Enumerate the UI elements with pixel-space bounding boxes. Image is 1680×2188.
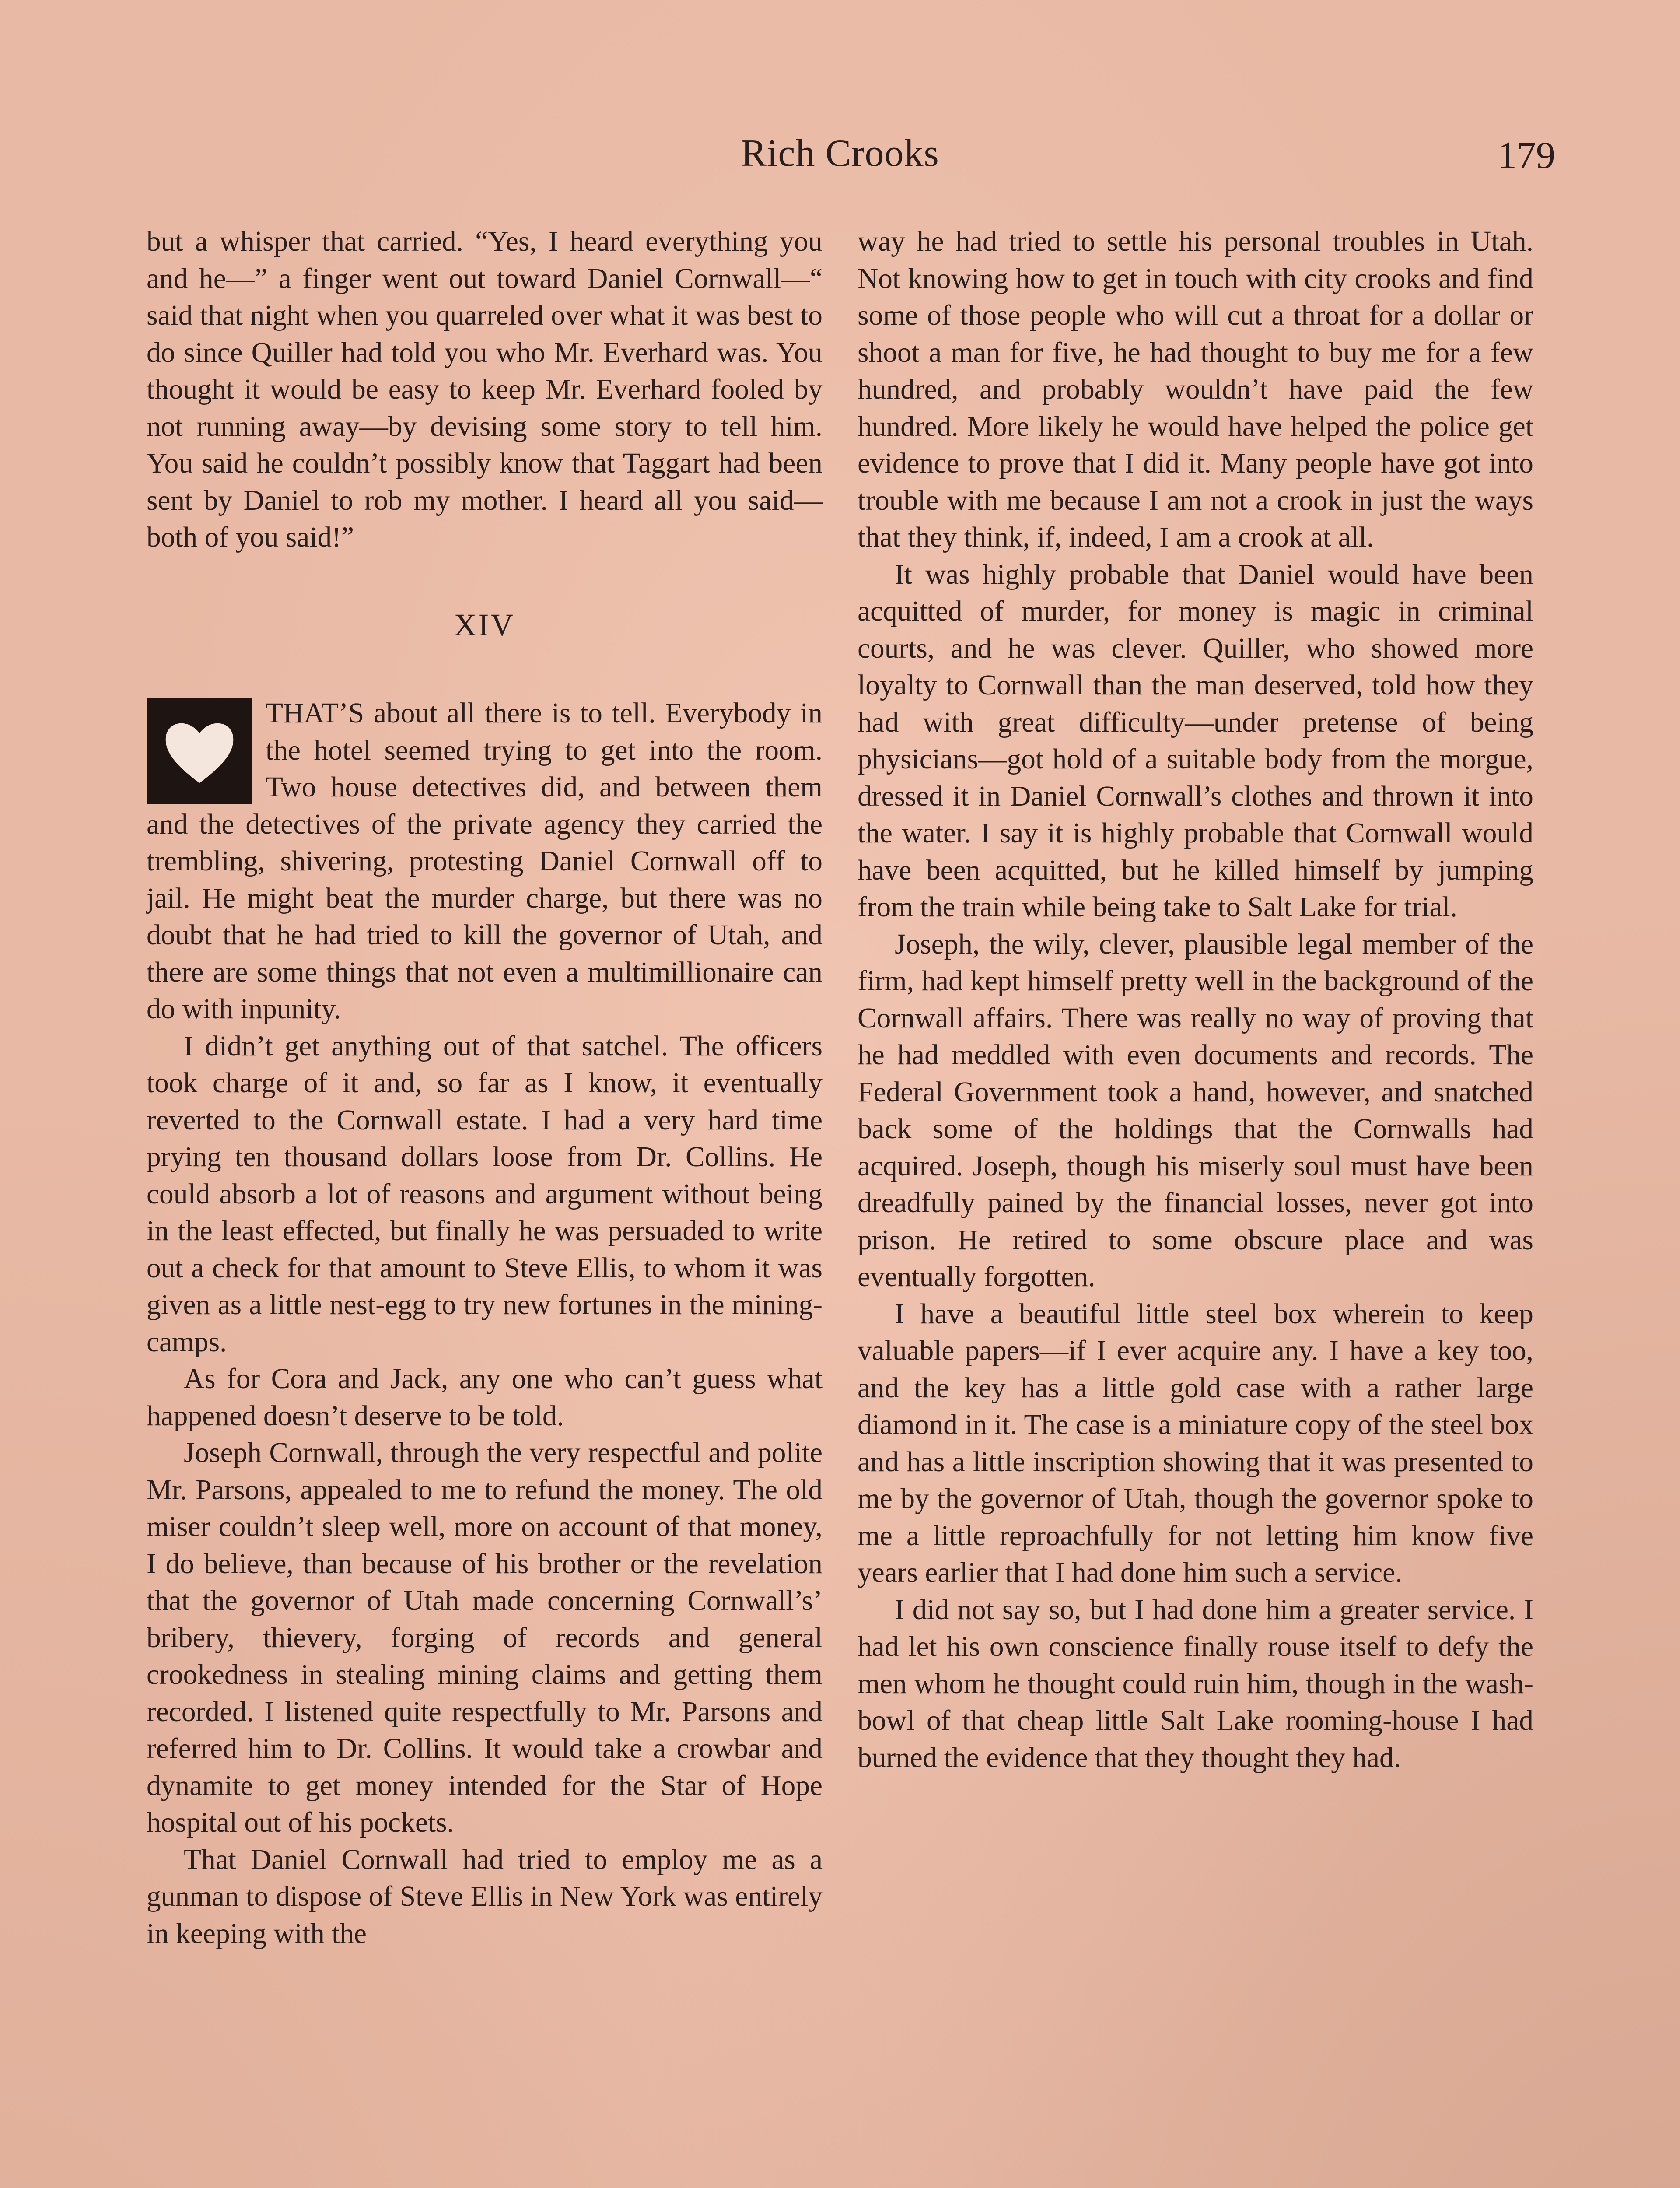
left-column — [147, 223, 822, 1952]
dropcap-ornament — [147, 698, 252, 804]
paragraph-joseph-wily: Joseph, the wily, clever, plausible legal member of the firm, had kept himself pretty well in the background of the Cornwall affairs. There was really no way of proving that he had meddled with even documents and records. The Federal Government took a hand, however, and snatched back some of the holdings that the Cornwalls had acquired. Joseph, though his miserly soul must have been dreadfully pained by the financial losses, never got into prison. He retired to some obscure place and was eventually forgotten. — [858, 928, 1533, 1293]
paragraph-gunman: That Daniel Cornwall had tried to employ me as a gunman to dispose of Steve Ellis in New York was entirely in keeping with the — [147, 1844, 822, 1950]
chapter-heading: XIV — [454, 607, 515, 642]
paragraph-highly-probable: It was highly probable that Daniel would have been acquitted of murder, for money is magic in criminal courts, and he was clever. Quiller, who showed more loyalty to Cornwall than the man deserved, told how they had with great difficulty—under pretense of being physicians—got hold of a suitable body from the morgue, dressed it in Daniel Cornwall’s clothes and thrown it into the water. I say it is highly probable that Cornwall would have been acquitted, but he killed himself by jumping from the train while being take to Salt Lake for trial. — [858, 558, 1533, 923]
paragraph-greater-service: I did not say so, but I had done him a greater service. I had let his own conscience finally rouse itself to defy the men whom he thought could ruin him, though in the wash-bowl of that cheap little Salt Lake rooming-house I had burned the evidence that they thought they had. — [858, 1594, 1533, 1774]
paragraph-steel-box: I have a beautiful little steel box wherein to keep valuable papers—if I ever acquire any. I have a key too, and the key has a little gold case with a rather large diamond in it. The case is a miniature copy of the steel box and has a little inscription showing that it was presented to me by the governor of Utah, though the governor spoke to me a little reproachfully for not letting him know five years earlier that I had done him such a service. — [858, 1298, 1533, 1588]
paragraph-joseph-cornwall: Joseph Cornwall, through the very respectful and polite Mr. Parsons, appealed to me to refund the money. The old miser couldn’t sleep well, more on account of that money, I do believe, than because of his brother or the revelation that the governor of Utah made concerning Cornwall’s’ bribery, thievery, forging of records and general crookedness in stealing mining claims and getting them recorded. I listened quite respectfully to Mr. Parsons and referred him to Dr. Collins. It would take a crowbar and dynamite to get money intended for the Star of Hope hospital out of his pockets. — [147, 1437, 822, 1838]
running-header-title: Rich Crooks — [741, 132, 939, 175]
chapter-opening-paragraph: THAT’S about all there is to tell. Everybody in the hotel seemed trying to get into the room. Two house detectives did, and between them and the detectives of the private agency they carried the trembling, shivering, protesting Daniel Cornwall off to jail. He might beat the murder charge, but there was no doubt that he had tried to kill the governor of Utah, and there are some things that not even a multimillionaire can do with inpunity. — [147, 698, 822, 1025]
paragraph-continued-right: way he had tried to settle his personal troubles in Utah. Not knowing how to get in touch with city crooks and find some of those people who will cut a throat for a dollar or shoot a man for five, he had thought to buy me for a few hundred, and probably wouldn’t have paid the few hundred. More likely he would have helped the police get evidence to prove that I did it. Many people have got into trouble with me because I am not a crook in just the ways that they think, if, indeed, I am a crook at all. — [858, 226, 1533, 553]
paragraph-cora-jack: As for Cora and Jack, any one who can’t guess what happened doesn’t deserve to be told. — [147, 1363, 822, 1432]
paragraph-continued: but a whisper that carried. “Yes, I heard everything you and he—” a finger went out toward Daniel Cornwall—“ said that night when you quarreled over what it was best to do since Quiller had told you who Mr. Everhard was. You thought it would be easy to keep Mr. Everhard fooled by not running away—by devising some story to tell him. You said he couldn’t possibly know that Taggart had been sent by Daniel to rob my mother. I heard all you said—both of you said!” — [147, 226, 822, 553]
page-number: 179 — [1498, 134, 1555, 177]
heart-icon — [158, 710, 241, 793]
paragraph-satchel: I didn’t get anything out of that satchel. The officers took charge of it and, so far as I know, it eventually reverted to the Cornwall estate. I had a very hard time prying ten thousand dollars loose from Dr. Collins. He could absorb a lot of reasons and argument without being in the least effected, but finally he was persuaded to write out a check for that amount to Steve Ellis, to whom it was given as a little nest-egg to try new fortunes in the mining-camps. — [147, 1030, 822, 1358]
right-column — [858, 223, 1533, 1776]
